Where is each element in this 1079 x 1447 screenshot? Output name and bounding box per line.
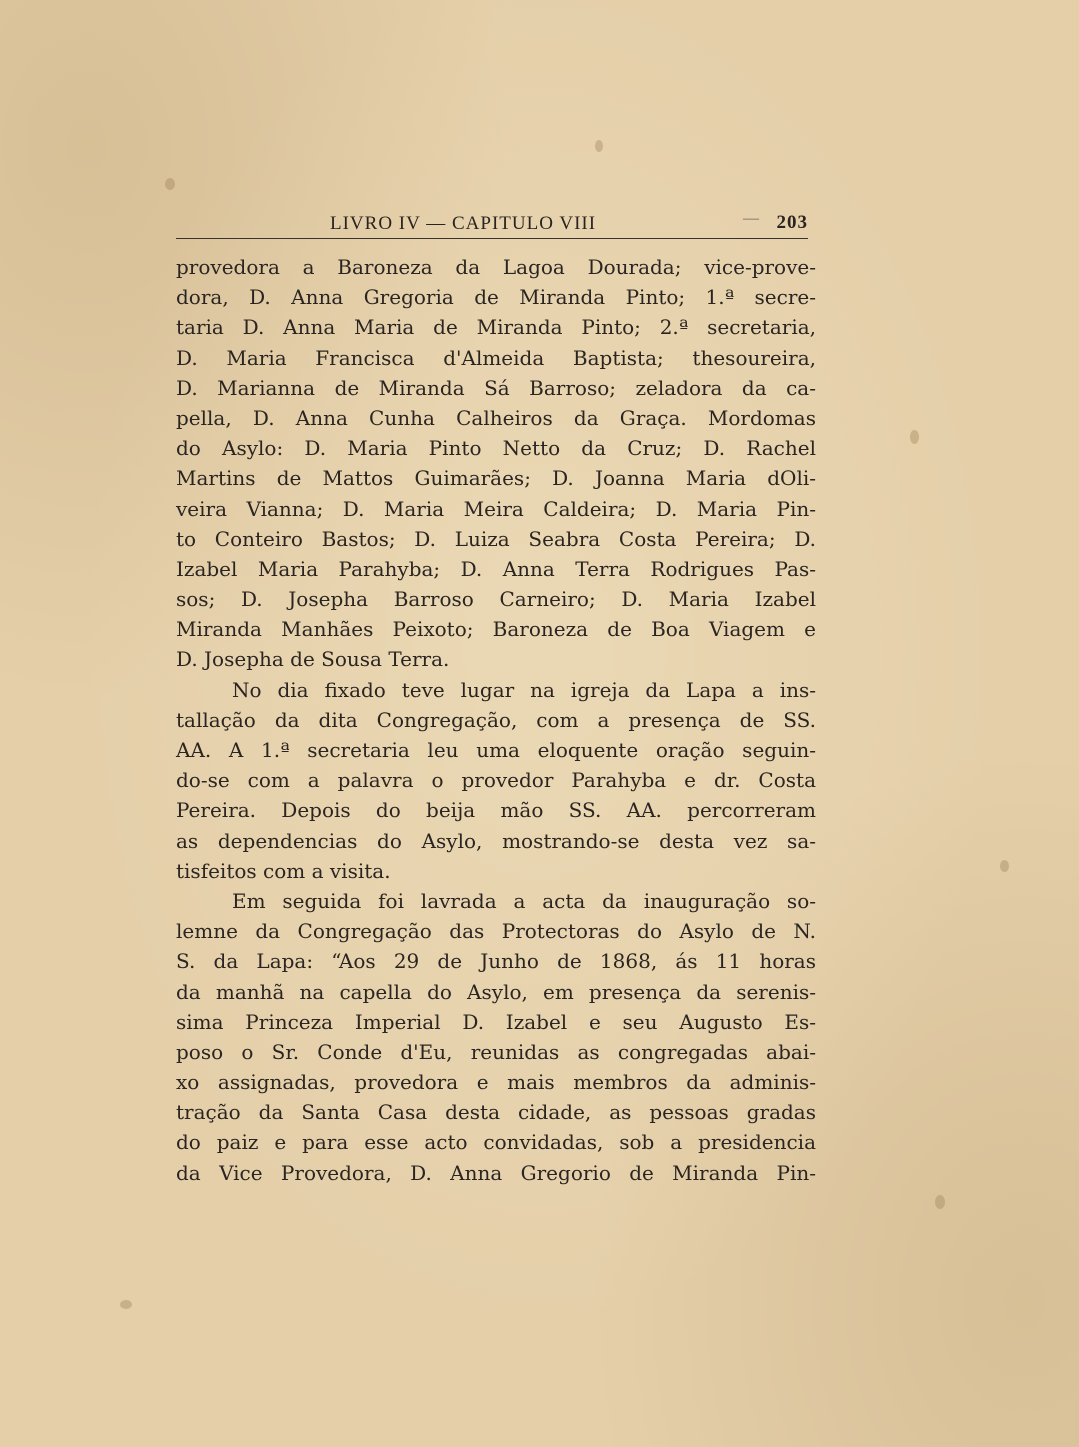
paper-stain xyxy=(935,1195,945,1209)
text-line: taria D. Anna Maria de Miranda Pinto; 2.ª secretaria, xyxy=(176,315,816,340)
text-line: D. Maria Francisca d'Almeida Baptista; thesoureira, xyxy=(176,345,816,370)
paper-stain xyxy=(595,140,603,152)
text-line: tisfeitos com a visita. xyxy=(176,858,391,883)
text-line: sima Princeza Imperial D. Izabel e seu Augusto Es- xyxy=(176,1009,816,1034)
text-line: da manhã na capella do Asylo, em presença da serenis- xyxy=(176,979,816,1004)
chapter-heading: LIVRO IV — CAPITULO VIII xyxy=(330,213,597,234)
text-line: as dependencias do Asylo, mostrando-se desta vez sa- xyxy=(176,828,816,853)
paragraph-2 xyxy=(176,675,816,886)
text-line: poso o Sr. Conde d'Eu, reunidas as congregadas abai- xyxy=(176,1039,816,1064)
text-line: Martins de Mattos Guimarães; D. Joanna Maria dOli- xyxy=(176,466,816,491)
paper-stain xyxy=(910,430,919,444)
body-text xyxy=(176,252,816,1188)
text-line: AA. A 1.ª secretaria leu uma eloquente oração seguin- xyxy=(176,738,816,762)
text-line: Pereira. Depois do beija mão SS. AA. percorreram xyxy=(176,798,816,823)
paper-stain xyxy=(1000,860,1009,872)
text-line: do-se com a palavra o provedor Parahyba e dr. Costa xyxy=(176,768,816,793)
text-line: D. Josepha de Sousa Terra. xyxy=(176,647,450,672)
running-head xyxy=(176,212,808,238)
text-line: D. Marianna de Miranda Sá Barroso; zeladora da ca- xyxy=(176,375,816,400)
ornament-mark: — xyxy=(743,210,760,227)
text-line: dora, D. Anna Gregoria de Miranda Pinto; 1.ª secre- xyxy=(176,285,816,310)
text-line: do paiz e para esse acto convidadas, sob a presidencia xyxy=(176,1130,816,1155)
text-line: sos; D. Josepha Barroso Carneiro; D. Maria Izabel xyxy=(176,587,816,612)
text-line: Miranda Manhães Peixoto; Baroneza de Boa Viagem e xyxy=(176,617,816,642)
text-line: Em seguida foi lavrada a acta da inauguração so- xyxy=(232,888,816,913)
paper-stain xyxy=(165,178,175,190)
paragraph-3 xyxy=(176,886,816,1188)
paper-stain xyxy=(120,1300,132,1309)
page-number: 203 xyxy=(776,212,808,233)
text-line: provedora a Baroneza da Lagoa Dourada; vice-prove- xyxy=(176,255,816,279)
text-line: tração da Santa Casa desta cidade, as pessoas gradas xyxy=(176,1100,816,1125)
text-line: tallação da dita Congregação, com a presença de SS. xyxy=(176,707,816,732)
text-line: S. da Lapa: “Aos 29 de Junho de 1868, ás 11 horas xyxy=(176,949,816,974)
text-line: do Asylo: D. Maria Pinto Netto da Cruz; D. Rachel xyxy=(176,436,816,461)
header-rule xyxy=(176,238,808,239)
text-line: No dia fixado teve lugar na igreja da Lapa a ins- xyxy=(232,677,816,702)
text-line: Izabel Maria Parahyba; D. Anna Terra Rodrigues Pas- xyxy=(176,556,816,581)
text-line: to Conteiro Bastos; D. Luiza Seabra Costa Pereira; D. xyxy=(176,526,816,551)
text-line: da Vice Provedora, D. Anna Gregorio de Miranda Pin- xyxy=(176,1160,816,1185)
text-line: pella, D. Anna Cunha Calheiros da Graça. Mordomas xyxy=(176,405,816,430)
paragraph-1 xyxy=(176,252,816,675)
text-line: veira Vianna; D. Maria Meira Caldeira; D. Maria Pin- xyxy=(176,496,816,521)
text-line: lemne da Congregação das Protectoras do Asylo de N. xyxy=(176,919,816,944)
text-line: xo assignadas, provedora e mais membros da adminis- xyxy=(176,1070,816,1095)
